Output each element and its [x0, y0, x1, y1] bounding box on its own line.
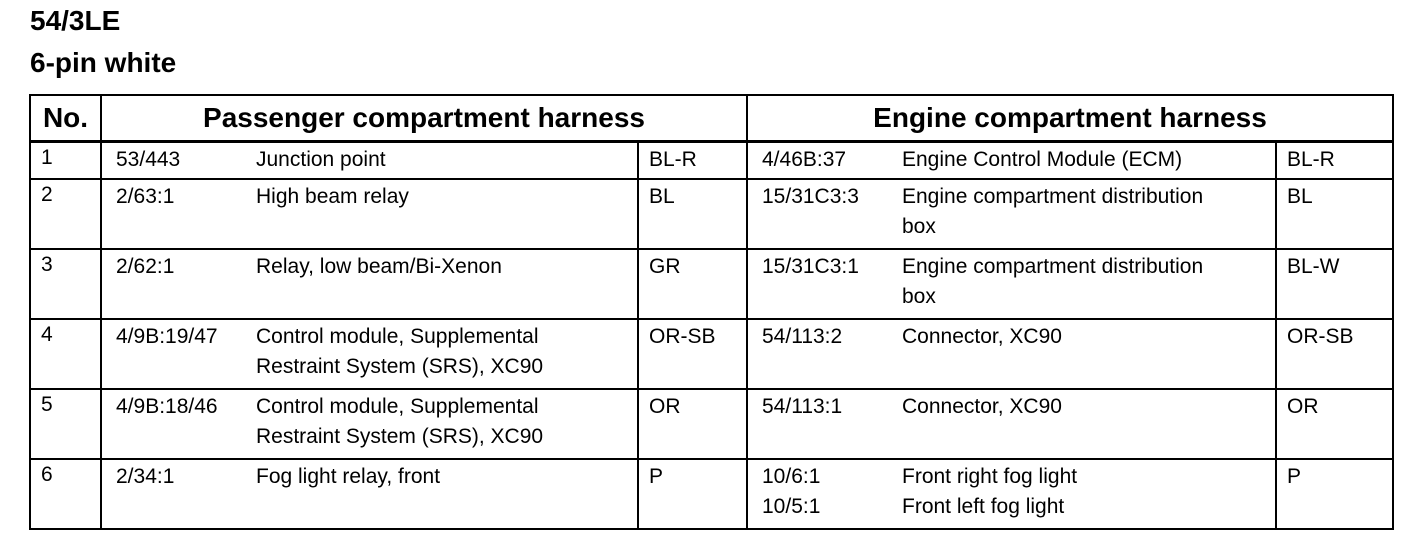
engine-component-description: box	[902, 284, 936, 308]
header-no: No.	[30, 95, 101, 142]
passenger-harness-cell	[101, 179, 638, 249]
engine-component-description: Engine compartment distribution	[902, 184, 1204, 208]
engine-component-code: 54/113:1	[762, 394, 843, 418]
passenger-wire-color: GR	[638, 249, 747, 319]
engine-wire-color: BL-R	[1276, 142, 1393, 179]
engine-component-description: Engine compartment distribution	[902, 254, 1204, 278]
passenger-line	[102, 462, 637, 492]
passenger-harness-cell	[101, 319, 638, 389]
passenger-component-code: 2/63:1	[116, 184, 175, 208]
engine-harness-cell	[747, 142, 1276, 179]
passenger-component-description: Restraint System (SRS), XC90	[256, 424, 544, 448]
pin-number: 4	[30, 319, 101, 389]
passenger-component-code: 4/9B:18/46	[116, 394, 218, 418]
table-row	[30, 389, 1393, 459]
passenger-wire-color: BL	[638, 179, 747, 249]
engine-component-description: Engine Control Module (ECM)	[902, 148, 1183, 171]
table-header-row	[30, 95, 1393, 142]
engine-component-code: 15/31C3:1	[762, 254, 859, 278]
engine-component-code: 10/5:1	[762, 494, 821, 518]
engine-wire-color: OR-SB	[1276, 319, 1393, 389]
connector-description: 6-pin white	[30, 47, 177, 78]
passenger-line	[102, 422, 637, 452]
passenger-component-code	[102, 422, 256, 452]
pin-number: 1	[30, 142, 101, 179]
passenger-component-description: Relay, low beam/Bi-Xenon	[256, 254, 502, 278]
engine-component-code	[748, 212, 902, 242]
pin-table	[29, 94, 1394, 530]
pin-number: 6	[30, 459, 101, 529]
table-row	[30, 249, 1393, 319]
passenger-harness-cell	[101, 249, 638, 319]
passenger-component-code: 53/443	[116, 148, 181, 171]
engine-component-description: Front right fog light	[902, 464, 1078, 488]
engine-line	[748, 392, 1275, 422]
passenger-line	[102, 145, 637, 175]
engine-line	[748, 145, 1275, 175]
table-row	[30, 142, 1393, 179]
passenger-component-description: Restraint System (SRS), XC90	[256, 354, 544, 378]
engine-harness-cell	[747, 179, 1276, 249]
engine-harness-cell	[747, 389, 1276, 459]
passenger-component-code	[102, 352, 256, 382]
passenger-harness-cell	[101, 142, 638, 179]
engine-harness-cell	[747, 459, 1276, 529]
passenger-wire-color: OR	[638, 389, 747, 459]
engine-component-description: box	[902, 214, 936, 238]
passenger-line	[102, 352, 637, 382]
passenger-line	[102, 252, 637, 282]
engine-component-code: 15/31C3:3	[762, 184, 859, 208]
engine-component-code: 4/46B:37	[762, 148, 847, 171]
passenger-wire-color: OR-SB	[638, 319, 747, 389]
engine-component-code: 54/113:2	[762, 324, 843, 348]
connector-id: 54/3LE	[30, 5, 121, 36]
engine-line	[748, 182, 1275, 212]
passenger-component-code: 4/9B:19/47	[116, 324, 218, 348]
pin-number: 5	[30, 389, 101, 459]
engine-component-description: Connector, XC90	[902, 324, 1062, 348]
passenger-line	[102, 322, 637, 352]
engine-harness-cell	[747, 249, 1276, 319]
passenger-line	[102, 182, 637, 212]
passenger-component-description: Control module, Supplemental	[256, 324, 539, 348]
engine-wire-color: BL	[1276, 179, 1393, 249]
engine-component-code	[748, 282, 902, 312]
engine-component-description: Front left fog light	[902, 494, 1065, 518]
engine-harness-cell	[747, 319, 1276, 389]
header-passenger-harness: Passenger compartment harness	[101, 95, 747, 142]
header-engine-harness: Engine compartment harness	[747, 95, 1393, 142]
engine-line	[748, 252, 1275, 282]
passenger-harness-cell	[101, 459, 638, 529]
passenger-component-description: Fog light relay, front	[256, 464, 441, 488]
engine-wire-color: BL-W	[1276, 249, 1393, 319]
passenger-component-code: 2/34:1	[116, 464, 175, 488]
engine-wire-color: OR	[1276, 389, 1393, 459]
pin-number: 3	[30, 249, 101, 319]
engine-line	[748, 322, 1275, 352]
engine-wire-color: P	[1276, 459, 1393, 529]
passenger-wire-color: BL-R	[638, 142, 747, 179]
pin-number: 2	[30, 179, 101, 249]
engine-line	[748, 282, 1275, 312]
passenger-component-description: Control module, Supplemental	[256, 394, 539, 418]
table-row	[30, 179, 1393, 249]
passenger-component-description: High beam relay	[256, 184, 409, 208]
engine-line	[748, 212, 1275, 242]
passenger-line	[102, 392, 637, 422]
engine-line	[748, 492, 1275, 522]
table-row	[30, 319, 1393, 389]
engine-component-code: 10/6:1	[762, 464, 821, 488]
table-row	[30, 459, 1393, 529]
passenger-component-description: Junction point	[256, 148, 386, 171]
engine-component-description: Connector, XC90	[902, 394, 1062, 418]
engine-line	[748, 462, 1275, 492]
passenger-wire-color: P	[638, 459, 747, 529]
passenger-harness-cell	[101, 389, 638, 459]
passenger-component-code: 2/62:1	[116, 254, 175, 278]
